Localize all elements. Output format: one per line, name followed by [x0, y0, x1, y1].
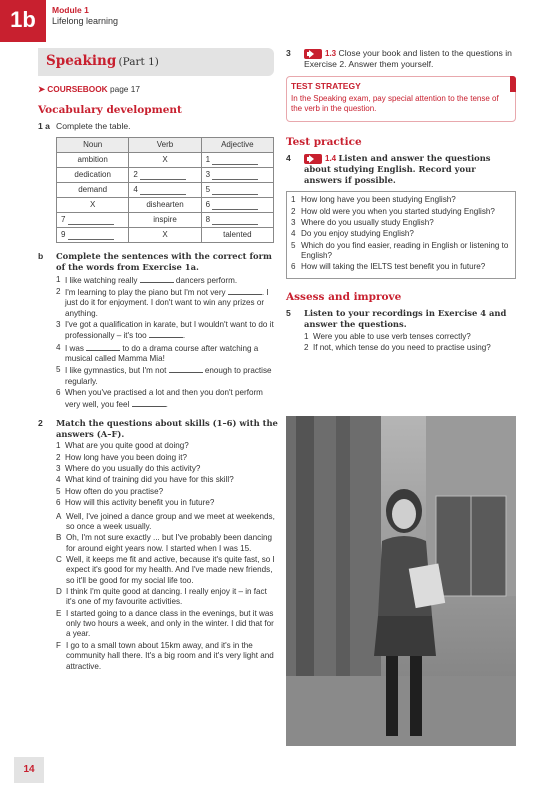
answer-blank[interactable]	[140, 171, 186, 180]
item-number: 6	[56, 388, 61, 398]
exercise-1b	[38, 251, 278, 273]
answer-list	[56, 512, 278, 672]
item-text: How will this activity benefit you in future?	[65, 498, 215, 508]
sentence-text	[65, 275, 237, 286]
table-cell: ambition	[57, 153, 129, 168]
coursebook-page: page 17	[109, 84, 140, 94]
list-item	[56, 441, 278, 451]
item-number: 5	[56, 365, 61, 375]
page-number: 14	[14, 757, 44, 783]
photo-illustration	[286, 416, 516, 746]
coursebook-ref	[38, 84, 278, 95]
item-text: Do you enjoy studying English?	[301, 229, 414, 239]
answer-blank[interactable]	[68, 216, 114, 225]
item-text: How will taking the IELTS test benefit you in future?	[301, 262, 486, 272]
module-subtitle: Lifelong learning	[52, 16, 119, 26]
sentence-end: dancers perform.	[173, 275, 238, 285]
test-strategy-box	[286, 76, 516, 121]
list-item	[291, 241, 510, 262]
item-text: I started going to a dance class in the evenings, but it was only two hours a week, and only in the winter. I did that for a year.	[66, 608, 274, 639]
item-text: Well, I've joined a dance group and we meet at weekends, so once a week usually.	[66, 511, 275, 531]
sentence-start: I like watching really	[65, 275, 140, 285]
table-header: Adjective	[201, 138, 273, 153]
answer-blank[interactable]	[149, 330, 186, 341]
vocab-table	[56, 137, 274, 243]
item-number: 2	[56, 286, 61, 296]
sentence-text	[65, 365, 278, 387]
answer-blank[interactable]	[86, 343, 120, 351]
blank-number: 3	[205, 169, 211, 179]
sentence-end: .	[182, 331, 186, 341]
sentence-start: I like gymnastics, but I'm not	[65, 366, 169, 376]
section-part: (Part 1)	[118, 56, 159, 68]
answer-blank[interactable]	[212, 171, 258, 180]
blank-number: 9	[61, 229, 66, 239]
sentence-end: enough to practise regularly.	[65, 366, 272, 386]
assess-question-list	[304, 332, 516, 354]
exercise-number: 3	[286, 48, 291, 58]
table-cell: demand	[57, 183, 129, 198]
list-item	[56, 287, 278, 319]
module-label: Module 1	[52, 5, 89, 15]
item-text: What kind of training did you have for this skill?	[65, 475, 234, 485]
item-number: 3	[56, 319, 61, 329]
audio-icon[interactable]	[304, 49, 322, 59]
item-number: C	[56, 554, 62, 564]
list-item	[56, 453, 278, 463]
list-item	[291, 195, 510, 205]
answer-blank[interactable]	[68, 231, 114, 240]
list-item	[56, 320, 278, 342]
table-cell: X	[129, 228, 201, 243]
answer-blank[interactable]	[140, 186, 186, 195]
list-item	[56, 555, 278, 586]
exercise-1a	[38, 121, 278, 132]
item-number: 1	[304, 331, 309, 341]
table-cell[interactable]	[201, 153, 273, 168]
practice-question-box	[286, 191, 516, 279]
sentence-text	[65, 343, 278, 365]
item-text: What are you quite good at doing?	[65, 441, 189, 451]
table-cell: X	[57, 198, 129, 213]
table-row	[57, 198, 274, 213]
item-text: How long have you been studying English?	[301, 195, 456, 205]
item-text: Where do you usually do this activity?	[65, 464, 201, 474]
item-number: 2	[291, 206, 296, 216]
exercise-3	[286, 48, 516, 70]
unit-tab: 1b	[0, 0, 46, 42]
sentence-start: I've got a qualification in karate, but I wouldn't want to do it professionally – it's too	[65, 319, 274, 341]
table-cell: X	[129, 153, 201, 168]
sentence-end: .	[165, 399, 168, 409]
sentence-start: When you've practised a lot and then you don't perform very well, you feel	[65, 388, 263, 409]
exercise-instruction: Close your book and listen to the questions in Exercise 2. Answer them yourself.	[304, 48, 512, 70]
sentence-text	[65, 320, 278, 342]
table-row	[57, 213, 274, 228]
blank-number: 5	[205, 184, 211, 194]
item-text: I think I'm quite good at dancing. I really enjoy it – in fact it's one of my favourite activities.	[66, 587, 267, 607]
table-row	[57, 183, 274, 198]
answer-blank[interactable]	[228, 287, 262, 295]
strategy-accent	[510, 76, 516, 92]
coursebook-label: COURSEBOOK	[47, 84, 108, 94]
item-text: Where do you usually study English?	[301, 217, 434, 227]
table-cell[interactable]	[57, 228, 129, 243]
item-text: If not, which tense do you need to practise using?	[313, 343, 491, 353]
table-cell[interactable]	[57, 213, 129, 228]
sentence-text	[65, 287, 278, 319]
list-item	[56, 609, 278, 640]
item-number: 5	[291, 240, 296, 250]
item-number: 1	[56, 441, 61, 451]
table-row	[57, 228, 274, 243]
item-text: How old were you when you started studying English?	[301, 206, 495, 216]
vocab-heading: Vocabulary development	[38, 103, 182, 116]
exercise-2	[38, 418, 278, 440]
exercise-instruction: Complete the table.	[56, 121, 131, 132]
list-item	[56, 498, 278, 508]
table-cell[interactable]	[201, 168, 273, 183]
exercise-number: 2	[38, 417, 43, 428]
right-column	[286, 48, 516, 354]
exercise-instruction: Complete the sentences with the correct form of the words from Exercise 1a.	[56, 251, 272, 272]
item-number: 4	[56, 475, 61, 485]
audio-icon[interactable]	[304, 154, 322, 164]
answer-blank[interactable]	[212, 201, 258, 210]
answer-blank[interactable]	[140, 275, 174, 283]
list-item	[56, 533, 278, 554]
table-cell: dedication	[57, 168, 129, 183]
exercise-number: 5	[286, 308, 291, 319]
table-header: Verb	[129, 138, 201, 153]
list-item	[304, 332, 516, 342]
blank-number: 7	[61, 214, 66, 224]
blank-number: 8	[205, 214, 211, 224]
student-photo	[286, 416, 516, 746]
table-cell: dishearten	[129, 198, 201, 213]
item-number: 1	[56, 274, 61, 284]
table-cell: talented	[201, 228, 273, 243]
sentence-end: . I just do it for enjoyment. I don't want to win any prizes or anything.	[65, 287, 269, 318]
strategy-body: In the Speaking exam, pay special attention to the tense of the verb in the question.	[291, 94, 499, 114]
list-item	[291, 218, 510, 228]
table-header: Noun	[57, 138, 129, 153]
blank-number: 6	[205, 199, 211, 209]
sentence-end: to do a drama course after watching a musical called Mamma Mia!	[65, 343, 259, 364]
strategy-heading: TEST STRATEGY	[291, 81, 361, 92]
sentence-text	[65, 388, 278, 410]
exercise-5	[286, 308, 516, 330]
item-text: Oh, I'm not sure exactly ... but I've probably been dancing for around eight years now. I started when I was 15.	[66, 533, 272, 553]
table-row	[57, 168, 274, 183]
left-column	[38, 48, 278, 673]
list-item	[291, 262, 510, 272]
answer-blank[interactable]	[212, 186, 258, 195]
coursebook-arrow-icon: ➤	[38, 84, 45, 94]
item-number: D	[56, 587, 62, 597]
answer-blank[interactable]	[212, 156, 258, 165]
sentence-list	[56, 275, 278, 410]
blank-number: 4	[133, 184, 138, 194]
exercise-4	[286, 153, 516, 186]
list-item	[56, 388, 278, 410]
item-number: 4	[291, 229, 296, 239]
list-item	[291, 229, 510, 239]
sentence-start: I was	[65, 343, 87, 353]
item-number: 2	[56, 452, 61, 462]
table-cell[interactable]	[129, 183, 201, 198]
item-number: 4	[56, 342, 61, 352]
table-cell[interactable]	[201, 183, 273, 198]
item-number: 3	[291, 217, 296, 227]
table-cell[interactable]	[129, 168, 201, 183]
exercise-number: b	[38, 251, 44, 262]
item-text: Were you able to use verb tenses correctly?	[313, 331, 471, 341]
list-item	[291, 207, 510, 217]
list-item	[56, 275, 278, 286]
item-number: 2	[304, 343, 309, 353]
list-item	[56, 365, 278, 387]
item-number: 6	[291, 262, 296, 272]
item-number: F	[56, 640, 61, 650]
item-number: 1	[291, 195, 296, 205]
item-number: E	[56, 608, 62, 618]
exercise-number: 1 a	[38, 121, 50, 132]
item-text: Well, it keeps me fit and active, because it's quite fast, so I expect it's good for my health. And I've made new friends, so it'll be good for my social life too.	[66, 554, 275, 585]
audio-track: 1.4	[325, 154, 337, 164]
table-cell[interactable]	[201, 213, 273, 228]
list-item	[56, 512, 278, 533]
item-number: A	[56, 511, 62, 521]
exercise-number: 4	[286, 153, 291, 164]
list-item	[56, 343, 278, 365]
blank-number: 1	[205, 154, 211, 164]
list-item	[56, 487, 278, 497]
exercise-instruction: Listen to your recordings in Exercise 4 and answer the questions.	[304, 308, 507, 329]
answer-blank[interactable]	[169, 365, 203, 373]
list-item	[56, 464, 278, 474]
audio-track: 1.3	[325, 49, 337, 58]
item-number: 3	[56, 464, 61, 474]
item-text: Which do you find easier, reading in English or listening to English?	[301, 240, 509, 261]
table-cell[interactable]	[201, 198, 273, 213]
practice-heading: Test practice	[286, 135, 362, 148]
section-title: Speaking	[46, 53, 117, 69]
table-cell: inspire	[129, 213, 201, 228]
item-number: B	[56, 533, 62, 543]
answer-blank[interactable]	[132, 399, 166, 407]
table-row	[57, 153, 274, 168]
item-text: How long have you been doing it?	[65, 452, 187, 462]
item-number: 6	[56, 498, 61, 508]
sentence-start: I'm learning to play the piano but I'm not very	[65, 287, 228, 297]
list-item	[304, 343, 516, 353]
item-text: I go to a small town about 15km away, and it's in the community hall there. It's a big room and it's very light and attractive.	[66, 640, 274, 671]
assess-heading: Assess and improve	[286, 290, 402, 303]
answer-blank[interactable]	[212, 216, 258, 225]
item-number: 5	[56, 486, 61, 496]
exercise-instruction: Match the questions about skills (1–6) with the answers (A–F).	[56, 417, 278, 439]
list-item	[56, 475, 278, 485]
list-item	[56, 641, 278, 672]
question-list	[56, 441, 278, 508]
list-item	[56, 587, 278, 608]
exercise-instruction: Listen and answer the questions about studying English. Record your answers if possible.	[304, 153, 491, 186]
section-banner	[38, 48, 274, 76]
blank-number: 2	[133, 169, 138, 179]
item-text: How often do you practise?	[65, 486, 164, 496]
